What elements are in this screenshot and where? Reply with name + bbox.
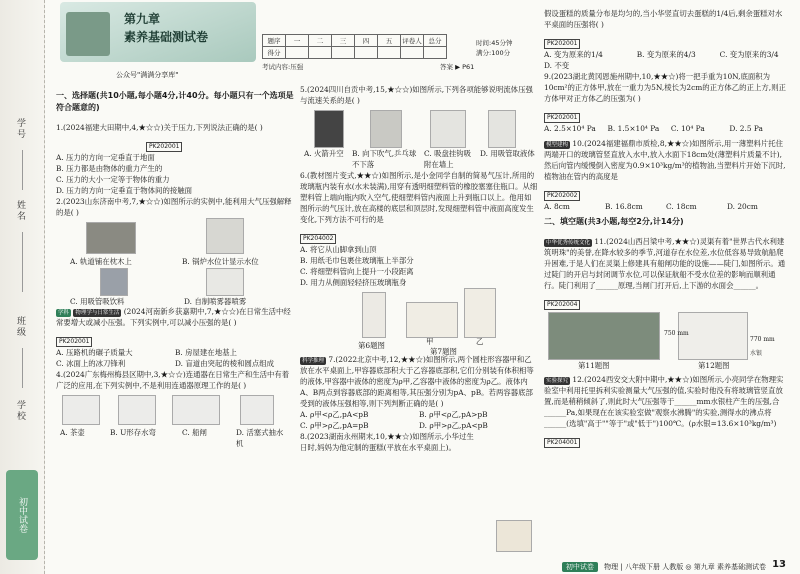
q3-option-d[interactable]: D. 盲道由突起的棱和圆点组成 bbox=[175, 359, 275, 368]
pipette-image bbox=[488, 110, 516, 148]
score-col: 总分 bbox=[424, 35, 447, 47]
label-xingming: 姓名 bbox=[15, 200, 25, 222]
container-yi-image bbox=[464, 288, 496, 338]
section-fill: 二、填空题(共3小题,每空2分,计14分) bbox=[544, 217, 684, 226]
q7-option-d[interactable]: D. ρ甲>ρ乙,pA<pB bbox=[419, 421, 488, 430]
q2-option-c[interactable]: C. 用吸管吸饮料 bbox=[70, 297, 125, 306]
q6-option-c[interactable]: C. 将细塑料管向上提升一小段距离 bbox=[300, 267, 414, 276]
fig6-caption: 第6题图 bbox=[358, 341, 385, 350]
column-1 bbox=[56, 82, 294, 451]
q9-options bbox=[544, 123, 788, 134]
q2-option-d[interactable]: D. 自制喷雾器喷雾 bbox=[184, 297, 247, 306]
fig6-7 bbox=[300, 288, 538, 354]
label-banji: 班级 bbox=[15, 316, 25, 338]
q6-option-b[interactable]: B. 用纸毛巾包裹住玻璃瓶上半部分 bbox=[300, 256, 414, 265]
column-2 bbox=[300, 84, 538, 453]
q4-option-b[interactable]: B. U形存水弯 bbox=[110, 428, 156, 437]
q2-figures bbox=[56, 218, 294, 306]
question-9: 9.(2023湖北黄冈恩施州期中,10,★★☆)将一把手重为10N,底面积为10cm²的正方体甲,放在一重力为5N,棱长为2cm的正方体乙的正上方,则正方体甲对正方体乙的压强为( ) bbox=[544, 72, 786, 103]
score-row-label: 得分 bbox=[263, 47, 286, 59]
cake-image bbox=[496, 520, 532, 552]
exam-content: 考试内容:压强 bbox=[262, 63, 304, 71]
footer-edition: 人教版 bbox=[662, 563, 684, 571]
q8-option-a[interactable]: A. 变为原来的1/4 bbox=[544, 50, 603, 59]
question-10 bbox=[544, 138, 788, 182]
q9-option-a[interactable]: A. 2.5×10⁴ Pa bbox=[544, 124, 596, 133]
question-6: 6.(教材图片变式,★★☆)如图所示,是小金同学自制的简易气压计,所用的玻璃瓶内装有水(水未装满),用穿有透明细塑料管的橡胶塞塞住瓶口。从细塑料管上端向瓶内吹入空气,使细塑料管内液面上升到瓶口以上。他用如图所示的气压计,放在高楼的底层和顶层时,发现细塑料管中液面高度发生变化,下列方法不可行的是 bbox=[300, 171, 538, 224]
fig12-mercury: 水银 bbox=[750, 350, 763, 357]
q7-option-c[interactable]: C. ρ甲>ρ乙,pA=pB bbox=[300, 421, 369, 430]
label-yi: 乙 bbox=[476, 337, 484, 346]
question-7 bbox=[300, 354, 538, 409]
footer-brand: 初中试卷 bbox=[562, 562, 598, 572]
q5-option-b[interactable]: B. 向下吹气,乒乓球不下落 bbox=[352, 149, 417, 169]
fig12-750: 750 mm bbox=[664, 330, 689, 337]
score-col: 一 bbox=[286, 35, 309, 47]
divider bbox=[22, 232, 23, 292]
sprayer-image bbox=[206, 268, 244, 296]
q8-continued: 假设蛋糕的质量分布是均匀的,当小华竖直切去蛋糕的1/4后,剩余蛋糕对水平桌面的压强将( ) bbox=[544, 9, 783, 29]
q3-option-a[interactable]: A. 压路机的碾子质量大 bbox=[56, 348, 133, 357]
q10-options bbox=[544, 201, 788, 212]
question-12 bbox=[544, 374, 788, 429]
theme-tag: 实验探究 bbox=[546, 378, 569, 384]
score-col: 四 bbox=[355, 35, 378, 47]
q3-options bbox=[56, 347, 294, 369]
theme-tag: 中华优秀传统文化 bbox=[546, 240, 591, 246]
pk-code: PK204002 bbox=[300, 234, 336, 244]
q4-option-c[interactable]: C. 船闸 bbox=[182, 428, 207, 437]
brand-logo: 初中试卷 bbox=[6, 470, 38, 560]
answer-page: 答案 ▶ P61 bbox=[440, 63, 475, 71]
question-11-text: 11.(2024山西吕梁中考,★★☆)灵渠有着"世界古代水利建筑明珠"的美誉,在降水较多的季节,河道存在水位差,水位低容易导致航船爬升困难,于是人们在灵渠上修建具有船闸功能的设施——陡门,如图所示。通过陡门的开启与封闭调节水位,可以保证航船不受水位差的影响而顺利通行。陡门利用了______原理,当闸门打开后,上下游的水面会______。 bbox=[544, 237, 786, 290]
q8-option-d[interactable]: D. 不变 bbox=[544, 61, 570, 70]
full-score: 满分:100分 bbox=[476, 49, 511, 57]
fig12-caption: 第12题图 bbox=[698, 361, 730, 370]
footer: 初中试卷 物理 | 八年级下册 人教版 ◎ 第九章 素养基础测试卷 bbox=[562, 562, 766, 572]
pk-code: PK202002 bbox=[544, 191, 580, 201]
score-cell[interactable] bbox=[424, 47, 447, 59]
question-12-text: 12.(2024西安交大附中期中,★★☆)如图所示,小亮同学在物理实验室中利用托里拆利实验测量大气压强的值,实验时他没有将玻璃管竖直放置,而是稍稍倾斜了,则此时大气压强等于______mm水银柱产生的压强,合______Pa,如果现在在该实验室做"观察水沸腾"的实验,测得水的沸点将______(选填"高于""等于"或"低于")100℃。(ρ水银=13.6×10³kg/m³) bbox=[544, 375, 784, 428]
score-cell[interactable] bbox=[401, 47, 424, 59]
binding-strip bbox=[0, 0, 45, 574]
q3-option-c[interactable]: C. 冰面上的冰刀锋利 bbox=[56, 359, 126, 368]
theme-tag: 物理学与日常生活 bbox=[75, 310, 120, 316]
chapter-banner bbox=[60, 2, 256, 62]
q4-option-a[interactable]: A. 茶壶 bbox=[60, 428, 85, 437]
question-7-text: 7.(2022北京中考,12,★★☆)如图所示,两个圆柱形容器甲和乙放在水平桌面上,甲容器底部积大于乙容器底部积,它们分别装有体积相等的液体,甲容器中液体的密度为ρ甲,乙容器中液体的密度为ρ乙。液体内A、B两点到容器底部的距离相等,其压强分别为pA、pB。若两容器底部受到的液体压强相等,则下列判断正确的是( ) bbox=[300, 355, 534, 408]
score-cell[interactable] bbox=[309, 47, 332, 59]
label-jia: 甲 bbox=[426, 337, 434, 346]
q10-option-a[interactable]: A. 8cm bbox=[544, 202, 570, 211]
q9-option-d[interactable]: D. 2.5 Pa bbox=[729, 124, 763, 133]
q10-option-c[interactable]: C. 18cm bbox=[666, 202, 697, 211]
divider bbox=[22, 150, 23, 190]
question-5: 5.(2024四川自贡中考,15,★☆☆)如图所示,下列各项能够说明流体压强与流速关系的是( ) bbox=[300, 85, 533, 105]
score-cell[interactable] bbox=[286, 47, 309, 59]
container-jia-image bbox=[406, 302, 458, 338]
footer-grade: 八年级下册 bbox=[624, 563, 660, 571]
footer-subject: 物理 bbox=[604, 563, 619, 571]
fig11-caption: 第11题图 bbox=[578, 361, 610, 370]
q2-option-b[interactable]: B. 锅炉水位计显示水位 bbox=[182, 257, 259, 266]
score-cell[interactable] bbox=[332, 47, 355, 59]
rail-image bbox=[86, 222, 136, 254]
ship-lock-image bbox=[172, 395, 220, 425]
section-choice: 一、选择题(共10小题,每小题4分,计40分。每小题只有一个选项是符合题意的) bbox=[56, 91, 294, 112]
score-table bbox=[262, 34, 447, 59]
question-3-text: (2024河南新乡获嘉期中,7,★☆☆)在日常生活中经常要增大或减小压强。下列实例中,可以减小压强的是( ) bbox=[56, 307, 291, 327]
q10-option-d[interactable]: D. 20cm bbox=[727, 202, 758, 211]
fig7-caption: 第7题图 bbox=[430, 347, 457, 356]
label-xuehao: 学号 bbox=[15, 118, 25, 140]
footer-chapter: 第九章 素养基础测试卷 bbox=[693, 563, 766, 571]
theme-tag: 科学推理 bbox=[302, 358, 325, 364]
score-col: 评卷人 bbox=[401, 35, 424, 47]
q8-option-c[interactable]: C. 变为原来的3/4 bbox=[719, 50, 779, 59]
subject-tag: 学科 bbox=[58, 310, 70, 316]
divider bbox=[22, 348, 23, 388]
q1-option-a[interactable]: A. 压力的方向一定垂直于地面 bbox=[56, 153, 155, 162]
score-cell[interactable] bbox=[355, 47, 378, 59]
boiler-image bbox=[206, 218, 244, 254]
pk-code: PK202001 bbox=[56, 337, 92, 347]
theme-tag: 模型建构 bbox=[546, 142, 569, 148]
chapter-number: 第九章 bbox=[124, 12, 161, 26]
q6-option-a[interactable]: A. 将它从山脚拿到山顶 bbox=[300, 245, 377, 254]
score-col: 五 bbox=[378, 35, 401, 47]
score-col: 二 bbox=[309, 35, 332, 47]
pk-code: PK202004 bbox=[544, 300, 580, 310]
pk-code: PK204001 bbox=[544, 438, 580, 448]
fig12-770: 770 mm bbox=[750, 336, 775, 343]
u-trap-image bbox=[118, 395, 156, 425]
rocket-image bbox=[314, 110, 344, 148]
q10-option-b[interactable]: B. 16.8cm bbox=[605, 202, 643, 211]
score-col: 三 bbox=[332, 35, 355, 47]
doumen-photo bbox=[548, 312, 660, 360]
time-limit: 时间:45分钟 bbox=[476, 39, 513, 47]
q1-option-c[interactable]: C. 压力的大小一定等于物体的重力 bbox=[56, 175, 170, 184]
teapot-image bbox=[62, 395, 100, 425]
q2-option-a[interactable]: A. 轨道铺在枕木上 bbox=[70, 257, 132, 266]
pk-code: PK202001 bbox=[146, 142, 182, 152]
q8-option-b[interactable]: B. 变为原来的4/3 bbox=[636, 50, 696, 59]
q5-option-c[interactable]: C. 吸盘挂钩吸附在墙上 bbox=[424, 149, 472, 169]
q4-figures bbox=[56, 391, 294, 451]
q9-option-b[interactable]: B. 1.5×10⁴ Pa bbox=[607, 124, 660, 133]
q3-option-b[interactable]: B. 房屋建在地基上 bbox=[175, 348, 237, 357]
pk-code: PK202001 bbox=[544, 39, 580, 49]
q4-option-d[interactable]: D. 活塞式抽水机 bbox=[236, 428, 284, 448]
question-10-text: 10.(2024福建福鼎市质检,8,★★☆)如图所示,用一薄塑料片托住两端开口的玻璃管竖直放入水中,放入水面下18cm处(薄塑料片质量不计),然后向管内缓慢倒入密度为0.9×10³kg/m³的植物油,当塑料片开始下沉时,植物油在管内的高度是 bbox=[544, 139, 786, 181]
pump-image bbox=[240, 395, 274, 425]
q5-option-a[interactable]: A. 火箭升空 bbox=[304, 149, 344, 158]
question-4: 4.(2024广东梅州梅县区期中,3,★☆☆)连通器在日常生产和生活中有着广泛的应用,在下列实例中,不是利用连通器原理工作的是( ) bbox=[56, 370, 290, 390]
q1-option-d[interactable]: D. 压力的方向一定垂直于物体间的接触面 bbox=[56, 186, 193, 195]
q1-option-b[interactable]: B. 压力都是由物体的重力产生的 bbox=[56, 164, 163, 173]
label-xuexiao: 学校 bbox=[15, 400, 25, 422]
fig11-12 bbox=[544, 310, 788, 374]
q7-option-b[interactable]: B. ρ甲<ρ乙,pA>pB bbox=[419, 410, 488, 419]
question-8: 8.(2023湖南永州期末,10,★★☆)如图所示,小华过生日时,妈妈为他定制的蛋糕(平放在水平桌面上)。 bbox=[300, 432, 474, 452]
column-3 bbox=[544, 8, 788, 448]
question-11 bbox=[544, 236, 788, 291]
q6-option-d[interactable]: D. 用力从侧面轻轻挤压玻璃瓶身 bbox=[300, 278, 407, 287]
barometer-bottle-image bbox=[362, 292, 386, 338]
score-cell[interactable] bbox=[378, 47, 401, 59]
pingpong-image bbox=[370, 110, 402, 148]
q7-options bbox=[300, 409, 538, 431]
public-account: 公众号"满满分享库" bbox=[116, 71, 179, 79]
q5-option-d[interactable]: D. 用吸管取液体 bbox=[480, 149, 535, 158]
q7-option-a[interactable]: A. ρ甲<ρ乙,pA<pB bbox=[300, 410, 369, 419]
pk-code: PK202001 bbox=[544, 113, 580, 123]
question-2: 2.(2023山东济南中考,7,★☆☆)如图所示的实例中,能利用大气压强解释的是( ) bbox=[56, 197, 292, 217]
question-1: 1.(2024福建大田期中,4,★☆☆)关于压力,下列说法正确的是( ) bbox=[56, 123, 263, 132]
suction-hook-image bbox=[430, 110, 466, 148]
page-number: 13 bbox=[772, 559, 786, 570]
q8-options bbox=[544, 49, 788, 71]
score-col: 题序 bbox=[263, 35, 286, 47]
q9-option-c[interactable]: C. 10⁴ Pa bbox=[670, 124, 705, 133]
test-title: 素养基础测试卷 bbox=[124, 30, 209, 44]
straw-child-image bbox=[100, 268, 128, 296]
q5-figures bbox=[300, 106, 538, 170]
question-3 bbox=[56, 306, 294, 328]
banner-figure-icon bbox=[66, 12, 110, 56]
